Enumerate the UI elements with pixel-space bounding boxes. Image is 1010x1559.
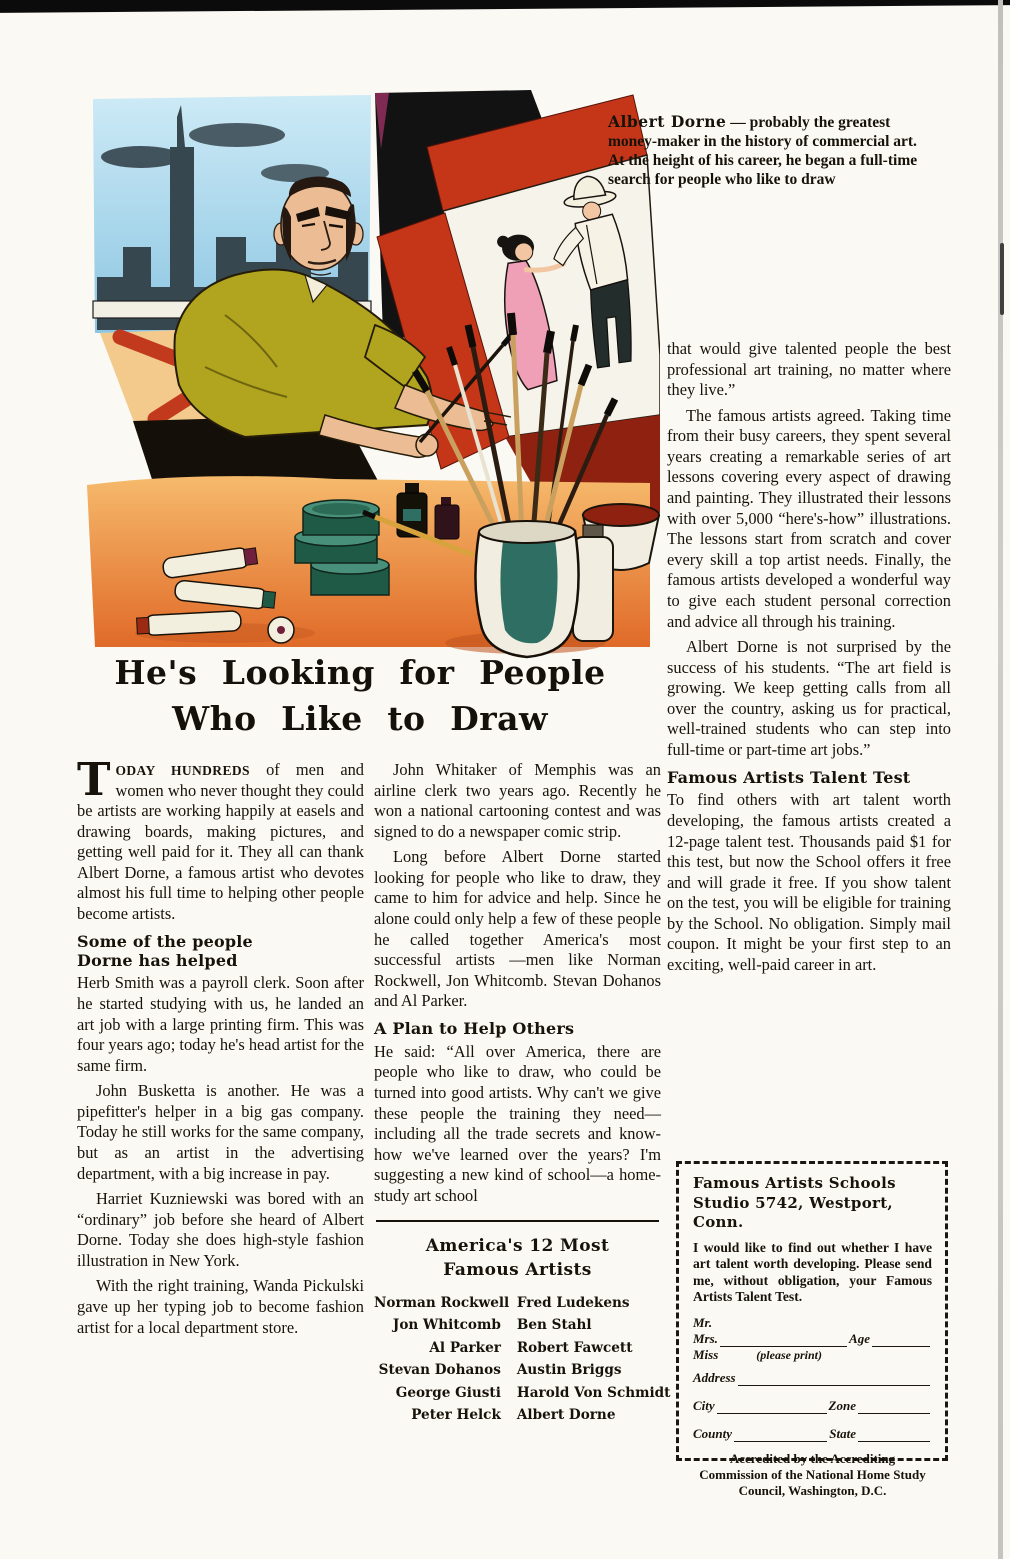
field-row-miss: [693, 1347, 932, 1363]
county-input-line[interactable]: [734, 1429, 827, 1442]
label-mrs: Mrs.: [693, 1330, 718, 1346]
coupon-fields: [693, 1315, 932, 1442]
illustration-canvas: [75, 85, 660, 665]
famous-artists-list: [374, 1292, 671, 1427]
artist-row: Jon Whitcomb Ben Stahl: [392, 1317, 592, 1334]
field-row-city-zone: [693, 1398, 932, 1414]
drop-cap: T: [77, 753, 111, 806]
lead-paragraph: [77, 753, 364, 925]
please-print-note: (please print): [756, 1347, 822, 1362]
paragraph-dorne-not-surprised: Albert Dorne is not surprised by the success of his students. “The art field is growing. We keep getting calls from all over the country, asking us for practical, well-trained students who can step into full-time or part-time art jobs.”: [667, 637, 951, 759]
field-row-mr: [693, 1315, 932, 1331]
artist-row: Norman Rockwell Fred Ludekens: [374, 1295, 630, 1312]
label-zone: Zone: [828, 1397, 856, 1413]
accreditation-note: Accredited by the Accrediting Commission of the National Home Study Council, Washington, D.C.: [699, 1450, 926, 1498]
caption-text: — probably the greatest money-maker in the history of commercial art. At the height of his career, he began a full-time search for people who like to draw: [608, 114, 918, 188]
age-input-line[interactable]: [872, 1334, 930, 1347]
subhead-talent-test: Famous Artists Talent Test: [667, 767, 911, 787]
paragraph-talent-test: To find others with art talent worth developing, the famous artists created a 12-page talent test. Thousands paid $1 for this test, but now the School offers it free and will grade it free. If you show talent on the test, you will be eligible for training by the School. No obligation. Simply mail coupon. It might be your first step to an exciting, well-paid career in art.: [667, 790, 951, 975]
page-edge-mark: [1000, 243, 1004, 315]
label-address: Address: [693, 1369, 736, 1385]
label-age: Age: [849, 1330, 870, 1346]
lead-text: of men and women who never thought they could be artists are working happily at easels and drawing boards, making pictures, and getting well paid for it. They all can thank Albert Dorne, a famous artist who devotes almost his full time to helping other people become artists.: [77, 760, 364, 924]
artist-row: Stevan Dohanos Austin Briggs: [378, 1362, 622, 1379]
paragraph-wanda-pickulski: With the right training, Wanda Pickulski gave up her typing job to become fashion artist for a local department store.: [77, 1276, 364, 1337]
coupon-title: Famous Artists Schools Studio 5742, Westport, Conn.: [693, 1174, 896, 1231]
mail-in-coupon: [676, 1161, 948, 1498]
caption-artist-name: Albert Dorne: [608, 112, 727, 131]
headline-line-2: Who Like to Draw: [172, 699, 548, 739]
column-left: [77, 753, 364, 1343]
address-input-line[interactable]: [738, 1373, 930, 1386]
headline: [55, 650, 665, 742]
coupon-body-text: I would like to find out whether I have art talent worth developing. Please send me, without obligation, your Famous Artists Talent Test.: [693, 1239, 932, 1305]
column-middle: [374, 760, 671, 1427]
label-miss: Miss: [693, 1346, 719, 1362]
label-mr: Mr.: [693, 1314, 713, 1330]
paragraph-continuation: that would give talented people the best professional art training, no matter where they live.”: [667, 339, 951, 400]
lead-small-caps: ODAY HUNDREDS: [115, 763, 250, 778]
paragraph-herb-smith: Herb Smith was a payroll clerk. Soon after he started studying with us, he landed an art job with a large printing firm. This was four years ago; today he's head artist for the same firm.: [77, 973, 364, 1075]
name-input-line[interactable]: [720, 1334, 847, 1347]
field-row-mrs-age: [693, 1331, 932, 1347]
column-right: [667, 339, 951, 981]
paragraph-harriet-kuzniewski: Harriet Kuzniewski was bored with an “ordinary” job before she heard of Albert Dorne. Today she does high-style fashion illustration in New York.: [77, 1189, 364, 1270]
page-top-edge: [0, 0, 1010, 15]
artist-row: Peter Helck Albert Dorne: [411, 1407, 616, 1424]
divider-rule: [376, 1220, 659, 1222]
field-row-address: [693, 1370, 932, 1386]
subhead-people-dorne-helped: Some of the people Dorne has helped: [77, 931, 253, 970]
photo-caption: [608, 113, 926, 190]
label-city: City: [693, 1397, 715, 1413]
famous-artists-title: America's 12 Most Famous Artists: [425, 1236, 610, 1281]
paragraph-john-whitaker: John Whitaker of Memphis was an airline clerk two years ago. Recently he won a national cartooning contest and was signed to do a newspaper comic strip.: [374, 760, 661, 841]
label-state: State: [829, 1425, 856, 1441]
paragraph-he-said: He said: “All over America, there are people who like to draw, who could be turned into good artists. Why can't we give these people the training they need—including all the trade secrets and know-how we've learned over the years? I'm suggesting a new kind of school—a home-study art school: [374, 1041, 661, 1205]
field-row-county-state: [693, 1426, 932, 1442]
zone-input-line[interactable]: [858, 1401, 930, 1414]
city-input-line[interactable]: [717, 1401, 827, 1414]
label-county: County: [693, 1425, 733, 1441]
paragraph-famous-artists-agreed: The famous artists agreed. Taking time from their busy careers, they spent several years creating a remarkable series of art lessons covering every aspect of drawing and painting. They illustrated their lessons with over 5,000 “here's-how” illustrations. The lessons start from scratch and cover every skill a top artist needs. Finally, the famous artists developed a wonderful way to give each student personal correction and advice all through his training.: [667, 405, 951, 631]
headline-line-1: He's Looking for People: [114, 653, 606, 692]
albert-dorne-illustration: [75, 85, 660, 665]
subhead-plan-to-help: A Plan to Help Others: [374, 1018, 575, 1038]
state-input-line[interactable]: [858, 1429, 930, 1442]
artist-row: George Giusti Harold Von Schmidt: [395, 1384, 671, 1401]
artist-row: Al Parker Robert Fawcett: [429, 1339, 633, 1356]
page-right-edge: [998, 0, 1003, 1559]
paragraph-john-busketta: John Busketta is another. He was a pipefitter's helper in a big gas company. Today he still works for the same company, but as an artist in the advertising department, with a big increase in pay.: [77, 1081, 364, 1183]
paragraph-long-before: Long before Albert Dorne started looking for people who like to draw, they came to him for advice and help. Since he alone could only help a few of these people he called together America's most successful artists —men like Norman Rockwell, Jon Whitcomb. Stevan Dohanos and Al Parker.: [374, 847, 661, 1011]
